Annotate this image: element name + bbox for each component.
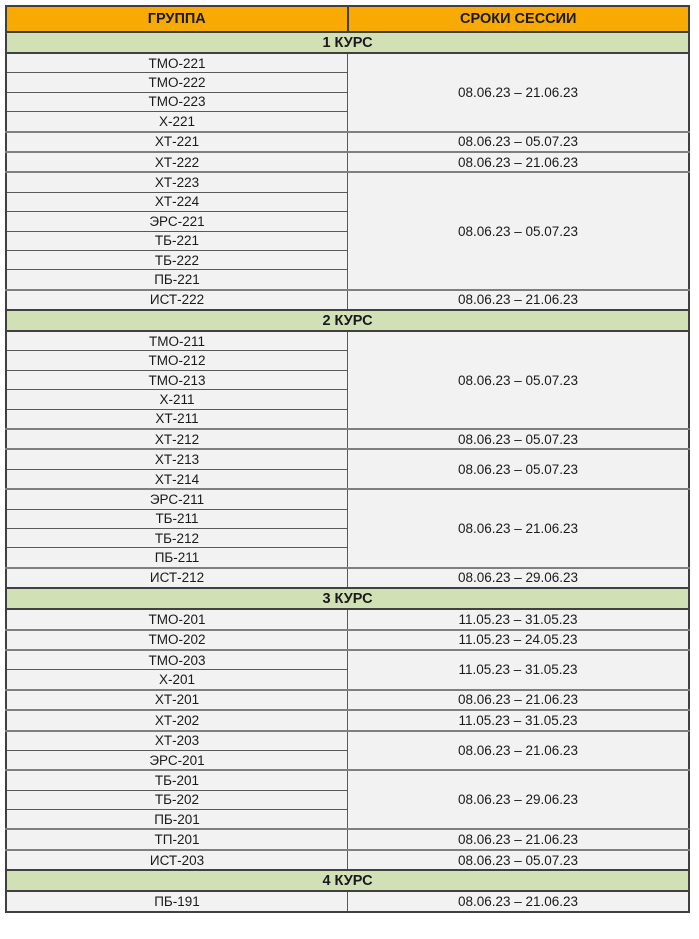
table-row bbox=[6, 429, 689, 449]
group-cell: ТМО-222 bbox=[6, 73, 348, 92]
table-row bbox=[6, 609, 689, 629]
session-dates-cell: 11.05.23 – 24.05.23 bbox=[348, 630, 690, 650]
group-cell: ПБ-191 bbox=[6, 891, 348, 911]
session-dates-cell: 08.06.23 – 05.07.23 bbox=[348, 850, 690, 870]
table-row bbox=[6, 568, 689, 588]
section-header: 2 КУРС bbox=[6, 310, 689, 331]
group-cell: ЭРС-221 bbox=[6, 212, 348, 231]
session-dates-cell: 11.05.23 – 31.05.23 bbox=[348, 609, 690, 629]
table-row bbox=[6, 331, 689, 351]
column-header-dates: СРОКИ СЕССИИ bbox=[348, 6, 690, 32]
section-header: 4 КУРС bbox=[6, 870, 689, 891]
group-cell: Х-211 bbox=[6, 390, 348, 409]
session-dates-cell: 08.06.23 – 05.07.23 bbox=[348, 132, 690, 152]
group-cell: ХТ-202 bbox=[6, 710, 348, 730]
table-row bbox=[6, 152, 689, 172]
group-cell: ХТ-211 bbox=[6, 409, 348, 429]
group-cell: ЭРС-201 bbox=[6, 750, 348, 770]
session-dates-cell: 08.06.23 – 21.06.23 bbox=[348, 829, 690, 849]
table-row bbox=[6, 132, 689, 152]
table-row bbox=[6, 650, 689, 670]
group-cell: ТМО-221 bbox=[6, 53, 348, 73]
group-cell: ТБ-201 bbox=[6, 770, 348, 790]
group-cell: ИСТ-212 bbox=[6, 568, 348, 588]
group-cell: ТБ-222 bbox=[6, 250, 348, 269]
session-dates-cell: 08.06.23 – 21.06.23 bbox=[348, 489, 690, 568]
section-header: 1 КУРС bbox=[6, 32, 689, 53]
section-header-row bbox=[6, 870, 689, 891]
group-cell: ТБ-212 bbox=[6, 528, 348, 547]
session-dates-cell: 08.06.23 – 05.07.23 bbox=[348, 172, 690, 289]
group-cell: ТМО-212 bbox=[6, 351, 348, 370]
group-cell: ТБ-202 bbox=[6, 790, 348, 809]
group-cell: ХТ-203 bbox=[6, 731, 348, 751]
section-header-row bbox=[6, 588, 689, 609]
group-cell: ТМО-202 bbox=[6, 630, 348, 650]
group-cell: Х-221 bbox=[6, 112, 348, 132]
session-dates-cell: 08.06.23 – 21.06.23 bbox=[348, 152, 690, 172]
session-dates-cell: 08.06.23 – 05.07.23 bbox=[348, 449, 690, 489]
group-cell: ТБ-211 bbox=[6, 509, 348, 528]
session-schedule-table bbox=[5, 5, 690, 913]
table-row bbox=[6, 630, 689, 650]
section-header: 3 КУРС bbox=[6, 588, 689, 609]
group-cell: ХТ-223 bbox=[6, 172, 348, 192]
session-schedule bbox=[5, 5, 690, 913]
table-row bbox=[6, 449, 689, 469]
group-cell: ТМО-203 bbox=[6, 650, 348, 670]
group-cell: ПБ-201 bbox=[6, 810, 348, 830]
session-dates-cell: 08.06.23 – 29.06.23 bbox=[348, 770, 690, 829]
table-row bbox=[6, 690, 689, 710]
group-cell: ПБ-221 bbox=[6, 270, 348, 290]
column-header-row bbox=[6, 6, 689, 32]
group-cell: ПБ-211 bbox=[6, 548, 348, 568]
session-dates-cell: 08.06.23 – 29.06.23 bbox=[348, 568, 690, 588]
section-header-row bbox=[6, 32, 689, 53]
group-cell: ТМО-213 bbox=[6, 370, 348, 389]
group-cell: ТМО-201 bbox=[6, 609, 348, 629]
session-dates-cell: 08.06.23 – 21.06.23 bbox=[348, 690, 690, 710]
table-row bbox=[6, 731, 689, 751]
group-cell: ИСТ-203 bbox=[6, 850, 348, 870]
group-cell: ИСТ-222 bbox=[6, 290, 348, 310]
group-cell: ХТ-201 bbox=[6, 690, 348, 710]
group-cell: ХТ-222 bbox=[6, 152, 348, 172]
table-row bbox=[6, 891, 689, 911]
table-row bbox=[6, 290, 689, 310]
group-cell: ХТ-221 bbox=[6, 132, 348, 152]
group-cell: ХТ-212 bbox=[6, 429, 348, 449]
session-dates-cell: 08.06.23 – 21.06.23 bbox=[348, 731, 690, 771]
table-row bbox=[6, 770, 689, 790]
group-cell: Х-201 bbox=[6, 670, 348, 690]
table-row bbox=[6, 53, 689, 73]
group-cell: ХТ-213 bbox=[6, 449, 348, 469]
table-row bbox=[6, 710, 689, 730]
table-row bbox=[6, 829, 689, 849]
table-row bbox=[6, 489, 689, 509]
group-cell: ТБ-221 bbox=[6, 231, 348, 250]
session-dates-cell: 11.05.23 – 31.05.23 bbox=[348, 710, 690, 730]
table-row bbox=[6, 172, 689, 192]
session-dates-cell: 08.06.23 – 05.07.23 bbox=[348, 331, 690, 429]
column-header-group: ГРУППА bbox=[6, 6, 348, 32]
group-cell: ЭРС-211 bbox=[6, 489, 348, 509]
session-dates-cell: 08.06.23 – 21.06.23 bbox=[348, 891, 690, 911]
group-cell: ТМО-211 bbox=[6, 331, 348, 351]
table-row bbox=[6, 850, 689, 870]
session-dates-cell: 08.06.23 – 21.06.23 bbox=[348, 290, 690, 310]
session-dates-cell: 08.06.23 – 21.06.23 bbox=[348, 53, 690, 132]
group-cell: ХТ-224 bbox=[6, 192, 348, 211]
session-dates-cell: 08.06.23 – 05.07.23 bbox=[348, 429, 690, 449]
group-cell: ТП-201 bbox=[6, 829, 348, 849]
session-dates-cell: 11.05.23 – 31.05.23 bbox=[348, 650, 690, 690]
group-cell: ХТ-214 bbox=[6, 469, 348, 489]
group-cell: ТМО-223 bbox=[6, 92, 348, 111]
section-header-row bbox=[6, 310, 689, 331]
